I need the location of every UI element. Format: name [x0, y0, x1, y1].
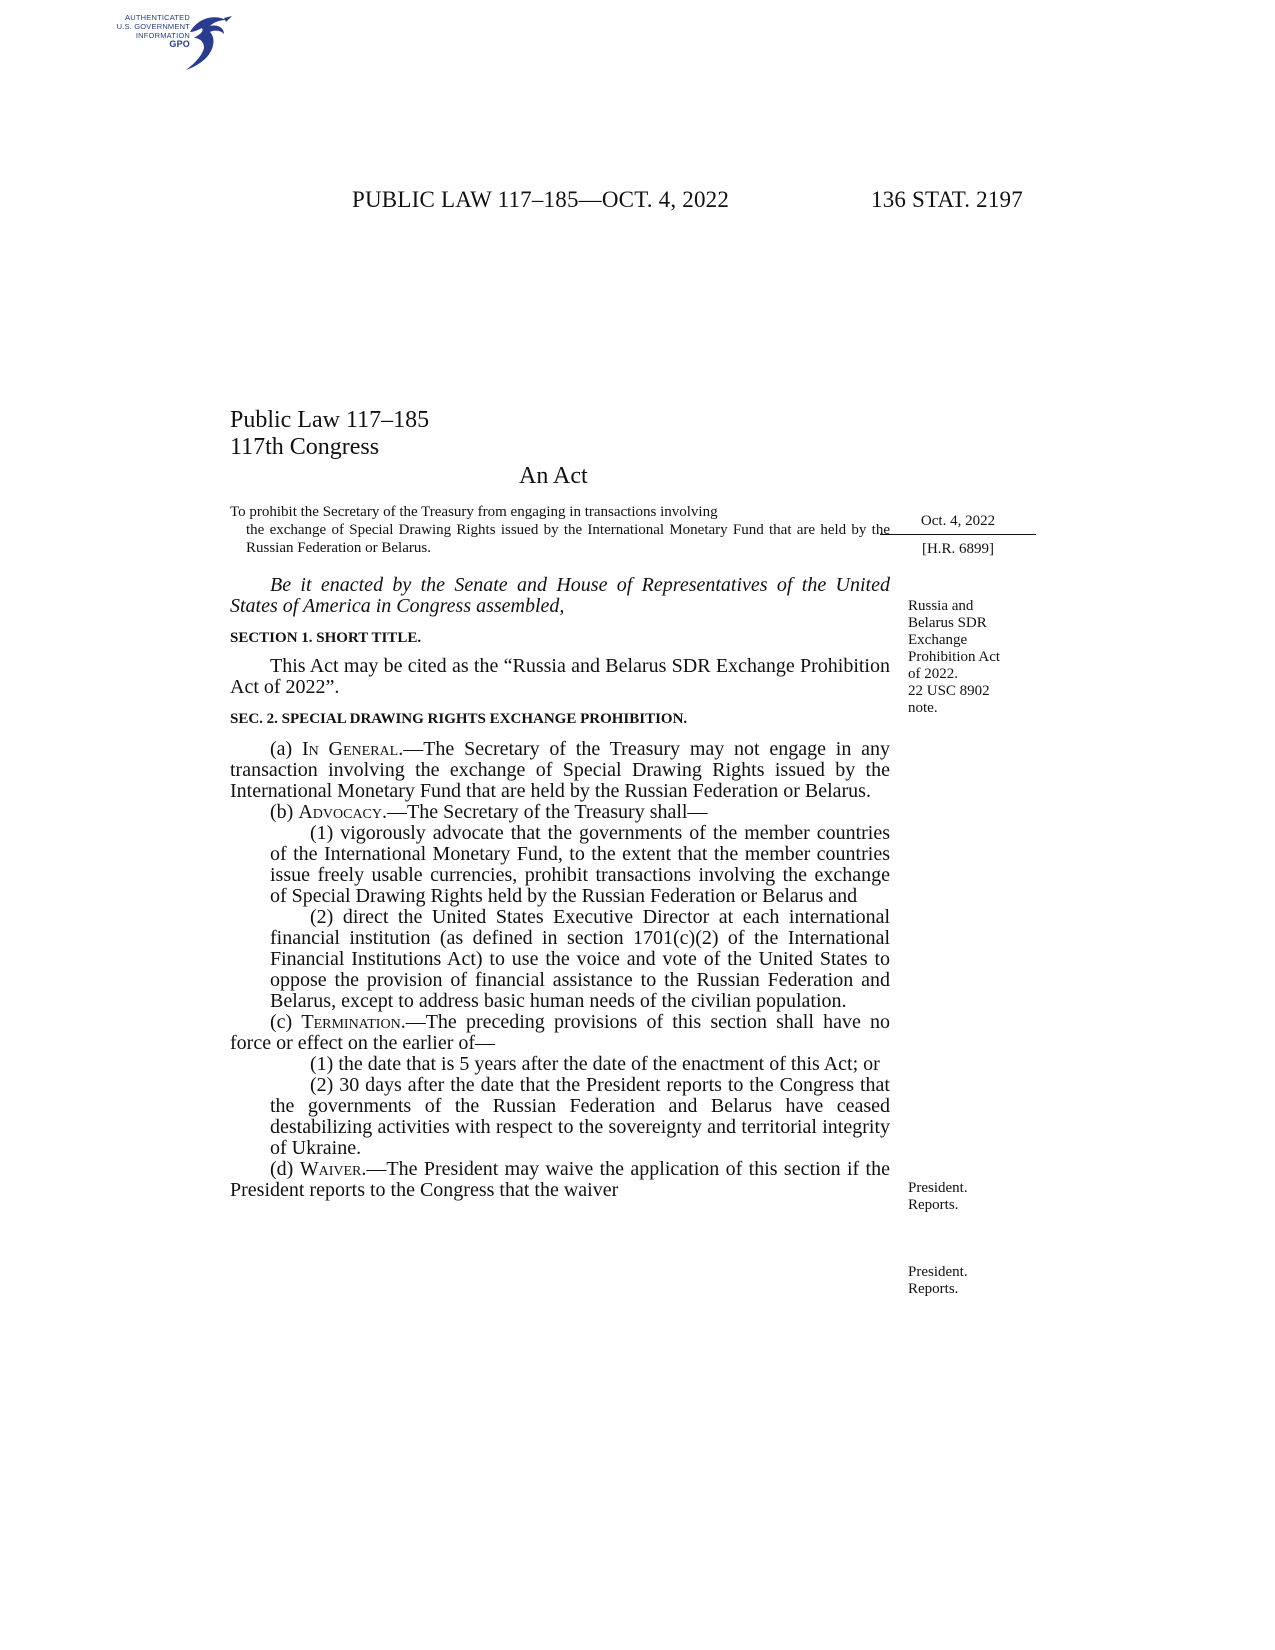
subsection-d-text: .—The President may waive the application of this section if the President reports to the Congress that the waiver [230, 1158, 890, 1201]
subsection-c [230, 1012, 890, 1054]
gpo-logo-line-2: U.S. GOVERNMENT [116, 22, 190, 31]
gpo-logo-text [92, 13, 190, 49]
section-2-heading: SEC. 2. SPECIAL DRAWING RIGHTS EXCHANGE PROHIBITION. [230, 711, 688, 727]
margin-note-line: note. [908, 700, 938, 716]
enactment-date-block [880, 512, 1036, 558]
subsection-a-caption: In General [301, 738, 399, 760]
subsection-b-label: (b) [270, 801, 299, 823]
long-title-line-1: To prohibit the Secretary of the Treasury from engaging in transactions involving [230, 504, 718, 520]
margin-note-line: President. [908, 1264, 968, 1280]
enacting-clause [230, 575, 890, 617]
long-title-rest: the exchange of Special Drawing Rights issued by the International Monetary Fund that are held by the Russian Federation or Belarus. [246, 522, 890, 556]
subsection-a-label: (a) [270, 738, 302, 760]
subsection-c-label: (c) [270, 1011, 302, 1033]
enacting-clause-text: Be it enacted by the Senate and House of Representatives of the United States of America in Congress assembled, [230, 574, 890, 617]
congress-number: 117th Congress [230, 434, 380, 460]
subsection-a [230, 739, 890, 802]
gpo-logo-mark: GPO [169, 39, 190, 49]
subsection-b-text: .—The Secretary of the Treasury shall— [382, 801, 708, 823]
running-head-title: PUBLIC LAW 117–185—OCT. 4, 2022 [352, 187, 730, 212]
margin-note-short-title [908, 598, 1000, 717]
margin-note-line: Reports. [908, 1197, 959, 1213]
section-1-heading: SECTION 1. SHORT TITLE. [230, 630, 422, 646]
eagle-icon [180, 10, 236, 76]
gpo-logo-line-3: INFORMATION [135, 31, 190, 40]
subsection-d-caption: Waiver [299, 1158, 362, 1180]
margin-note-line: of 2022. [908, 666, 958, 682]
paragraph-c-2: (2) 30 days after the date that the President reports to the Congress that the governments of the Russian Federation and Belarus have ceased destabilizing activities with respect to the sovereignty and territorial integrity of Ukraine. [270, 1074, 890, 1159]
margin-note-line: Reports. [908, 1281, 959, 1297]
subsection-b [230, 802, 890, 823]
bill-number: [H.R. 6899] [921, 541, 995, 557]
public-law-number: Public Law 117–185 [230, 407, 430, 433]
margin-note-line: Belarus SDR [908, 615, 987, 631]
enactment-date: Oct. 4, 2022 [880, 512, 1036, 535]
subsection-c-text: .—The preceding provisions of this section shall have no force or effect on the earlier of— [230, 1011, 890, 1054]
long-title [230, 503, 890, 557]
paragraph-c-1: (1) the date that is 5 years after the date of the enactment of this Act; or [310, 1053, 880, 1075]
paragraph-b-1: (1) vigorously advocate that the governments of the member countries of the International Monetary Fund, to the extent that the member countries issue freely usable currencies, prohibit transactions involving the exchange of Special Drawing Rights held by the Russian Federation or Belarus and [270, 822, 890, 907]
subsection-d-label: (d) [270, 1158, 300, 1180]
margin-note-line: President. [908, 1180, 968, 1196]
margin-note-president-reports-2 [908, 1264, 968, 1298]
margin-note-line: Russia and [908, 598, 974, 614]
section-2-body [230, 739, 890, 1201]
margin-note-president-reports-1 [908, 1180, 968, 1214]
section-1-text: This Act may be cited as the “Russia and Belarus SDR Exchange Prohibition Act of 2022”. [230, 655, 890, 698]
subsection-a-text: .—The Secretary of the Treasury may not engage in any transaction involving the exchange of Special Drawing Rights issued by the International Monetary Fund that are held by the Russian Federation or Belarus. [230, 738, 890, 802]
subsection-c-caption: Termination [301, 1011, 401, 1033]
gpo-logo-line-1: AUTHENTICATED [125, 13, 190, 22]
act-heading: An Act [519, 463, 588, 489]
section-1-body [230, 656, 890, 698]
margin-note-line: 22 USC 8902 [908, 683, 990, 699]
margin-note-line: Prohibition Act [908, 649, 1001, 665]
margin-note-line: Exchange [908, 632, 968, 648]
paragraph-b-2: (2) direct the United States Executive Director at each international financial institution (as defined in section 1701(c)(2) of the International Financial Institutions Act) to use the voice and vote of the United States to oppose the provision of financial assistance to the Russian Federation and Belarus, except to address basic human needs of the civilian population. [270, 906, 890, 1012]
subsection-b-caption: Advocacy [298, 801, 382, 823]
running-head-stat: 136 STAT. 2197 [871, 187, 1023, 212]
gpo-authenticated-logo [92, 10, 232, 76]
subsection-d [230, 1159, 890, 1201]
